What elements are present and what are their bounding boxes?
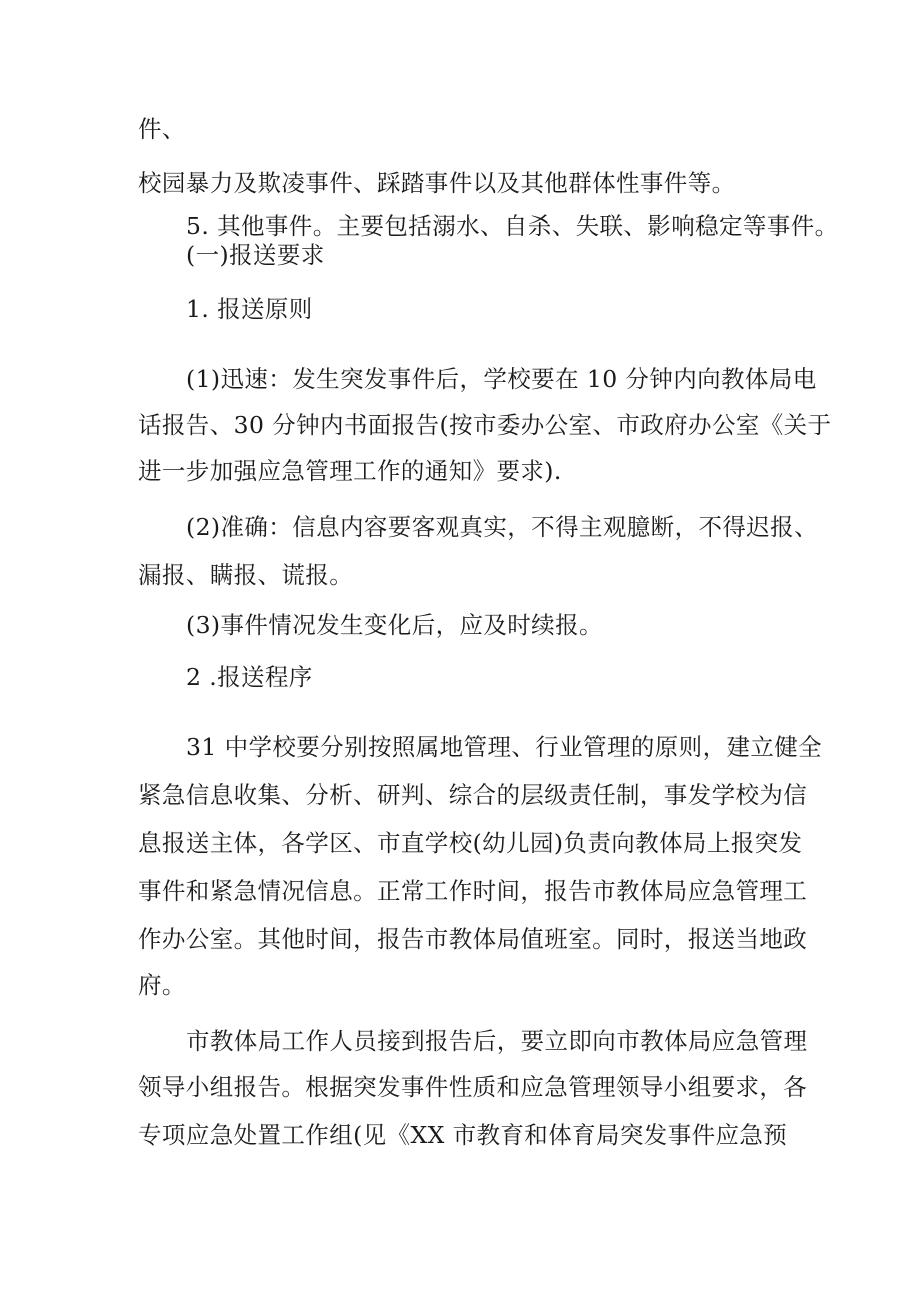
text-line: (2)准确：信息内容要客观真实，不得主观臆断，不得迟报、 — [186, 513, 818, 541]
text-line: (1)迅速：发生突发事件后，学校要在 10 分钟内向教体局电 — [186, 365, 817, 393]
text-line: 5. 其他事件。主要包括溺水、自杀、失联、影响稳定等事件。 — [186, 212, 839, 240]
subsection-heading: 2 .报送程序 — [186, 663, 313, 691]
text-line: 话报告、30 分钟内书面报告(按市委办公室、市政府办公室《关于 — [138, 411, 832, 439]
text-line: 专项应急处置工作组(见《XX 市教育和体育局突发事件应急预 — [138, 1121, 788, 1149]
subsection-heading: 1. 报送原则 — [186, 295, 313, 323]
text-line: 领导小组报告。根据突发事件性质和应急管理领导小组要求，各 — [138, 1073, 808, 1101]
text-line: 紧急信息收集、分析、研判、综合的层级责任制，事发学校为信 — [138, 781, 808, 809]
text-line: 事件和紧急情况信息。正常工作时间，报告市教体局应急管理工 — [138, 877, 808, 905]
text-line: 漏报、瞒报、谎报。 — [138, 561, 354, 589]
text-line: 件、 — [138, 115, 186, 143]
text-line: 息报送主体，各学区、市直学校(幼儿园)负责向教体局上报突发 — [138, 829, 803, 857]
section-heading: (一)报送要求 — [186, 241, 325, 269]
text-line: 府。 — [138, 971, 186, 999]
text-line: 校园暴力及欺凌事件、踩踏事件以及其他群体性事件等。 — [138, 169, 736, 197]
text-line: 31 中学校要分别按照属地管理、行业管理的原则，建立健全 — [186, 733, 823, 761]
text-line: (3)事件情况发生变化后，应及时续报。 — [186, 611, 603, 639]
text-line: 作办公室。其他时间，报告市教体局值班室。同时，报送当地政 — [138, 925, 808, 953]
text-line: 市教体局工作人员接到报告后，要立即向市教体局应急管理 — [186, 1027, 808, 1055]
text-line: 进一步加强应急管理工作的通知》要求). — [138, 457, 562, 485]
